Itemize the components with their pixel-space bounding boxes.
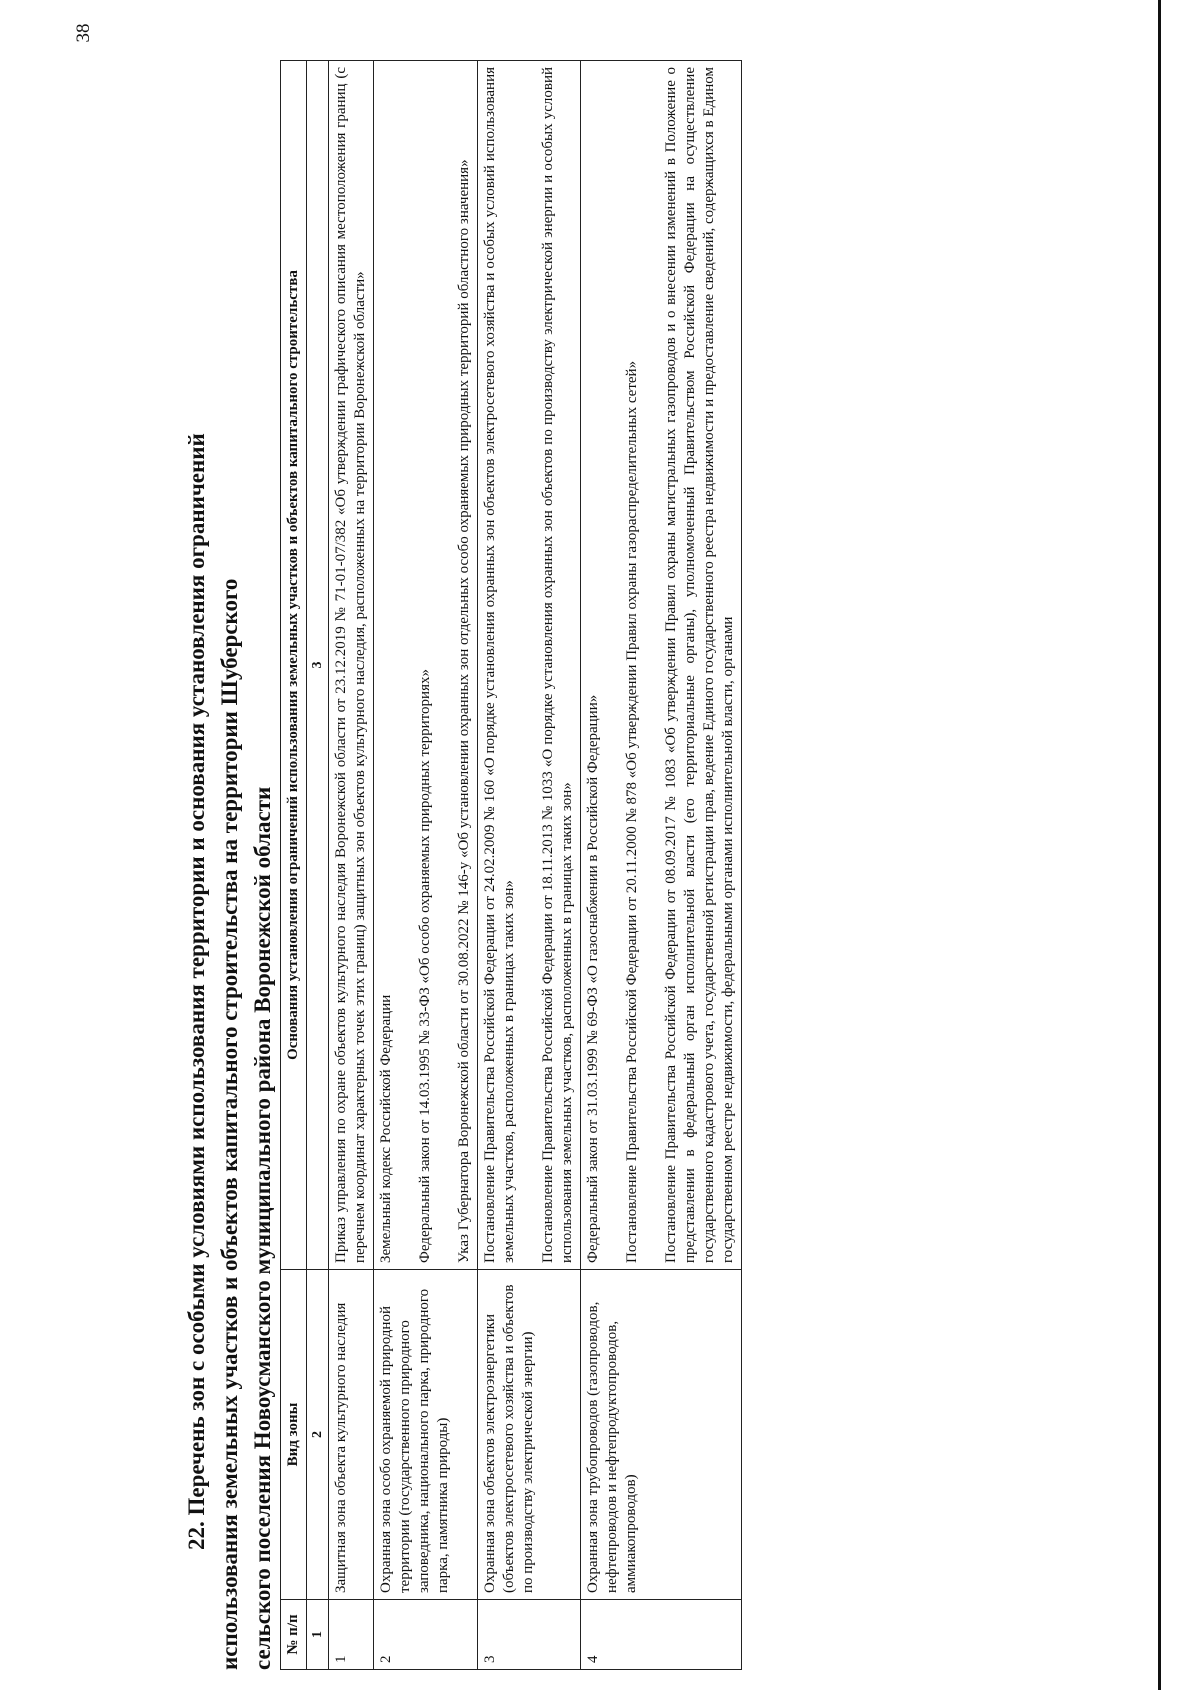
row-zone: Охранная зона объектов электроэнергетики (объектов электросетевого хозяйства и объектов по производству электрической энергии): [478, 1270, 581, 1600]
page-number: 38: [73, 23, 94, 43]
row-zone: Охранная зона особо охраняемой природной территории (государственного природного заповедника, национального парка, природного парка, памятника природы): [374, 1270, 478, 1600]
basis-item: Земельный кодекс Российской Федерации: [378, 994, 394, 1263]
basis-item: Указ Губернатора Воронежской области от 30.08.2022 № 146-у «Об установлении охранных зон отдельных особо охраняемых природных территорий областного значения»: [456, 159, 472, 1263]
basis-item: Федеральный закон от 14.03.1995 № 33-ФЗ «Об особо охраняемых природных территориях»: [417, 669, 433, 1263]
row-basis: [374, 61, 478, 1270]
table-row: [478, 61, 581, 1670]
table-row: [329, 61, 374, 1670]
row-num: 4: [581, 1600, 742, 1670]
header-basis: Основания установления ограничений использования земельных участков и объектов капитального строительства: [281, 61, 307, 1270]
row-num: 1: [329, 1600, 374, 1670]
table-row: [581, 61, 742, 1670]
row-zone: Защитная зона объекта культурного наследия: [329, 1270, 374, 1600]
row-zone: Охранная зона трубопроводов (газопроводов, нефтепроводов и нефтепродуктопроводов, аммиакопроводов): [581, 1270, 742, 1600]
header-num: № п/п: [281, 1600, 307, 1670]
title-line-1: 22. Перечень зон с особыми условиями использования территории и основания установления ограничений: [184, 433, 209, 1550]
row-num: 2: [374, 1600, 478, 1670]
header-zone: Вид зоны: [281, 1270, 307, 1600]
table-header-row: [281, 61, 307, 1670]
column-number: 1: [307, 1600, 329, 1670]
column-number: 2: [307, 1270, 329, 1600]
column-number: 3: [307, 61, 329, 1270]
title-line-2: использования земельных участков и объектов капитального строительства на территории Шуберского: [217, 578, 242, 1670]
rotated-page-content: [180, 50, 1140, 1670]
row-basis: [478, 61, 581, 1270]
table-row: [374, 61, 478, 1670]
zones-table: [280, 60, 742, 1670]
basis-item: Приказ управления по охране объектов культурного наследия Воронежской области от 23.12.2019 № 71-01-07/382 «Об утверждении графического описания местоположения границ (с перечнем координат характерных точек этих границ) защитных зон объектов культурного наследия, расположенных на территории Воронежской области»: [333, 67, 368, 1263]
basis-item: Постановление Правительства Российской Федерации от 08.09.2017 № 1083 «Об утверждении Правил охраны магистральных газопроводов и о внесении изменений в Положение о представлении в федеральный орган исполнительной власти (его территориальные органы), уполномоченный Правительством Российской Федерации на осуществление государственного кадастрового учета, государственной регистрации прав, ведение Единого государственного реестра недвижимости и предоставление сведений, содержащихся в Едином государственном реестре недвижимости, федеральными органами исполнительной власти, органами: [663, 67, 736, 1263]
basis-item: Постановление Правительства Российской Федерации от 18.11.2013 № 1033 «О порядке установления охранных зон объектов по производству электрической энергии и особых условий использования земельных участков, расположенных в границах таких зон»: [540, 67, 575, 1263]
row-basis: [329, 61, 374, 1270]
row-num: 3: [478, 1600, 581, 1670]
row-basis: [581, 61, 742, 1270]
basis-item: Постановление Правительства Российской Федерации от 20.11.2000 № 878 «Об утверждении Правил охраны газораспределительных сетей»: [624, 360, 640, 1263]
title-line-3: сельского поселения Новоусманского муниципального района Воронежской области: [250, 786, 275, 1670]
basis-item: Федеральный закон от 31.03.1999 № 69-ФЗ «О газоснабжении в Российской Федерации»: [585, 694, 601, 1263]
column-number-row: [307, 61, 329, 1670]
basis-item: Постановление Правительства Российской Федерации от 24.02.2009 № 160 «О порядке установления охранных зон объектов электросетевого хозяйства и особых условий использования земельных участков, расположенных в границах таких зон»: [482, 67, 517, 1263]
page-edge-rule: [1158, 0, 1161, 1690]
